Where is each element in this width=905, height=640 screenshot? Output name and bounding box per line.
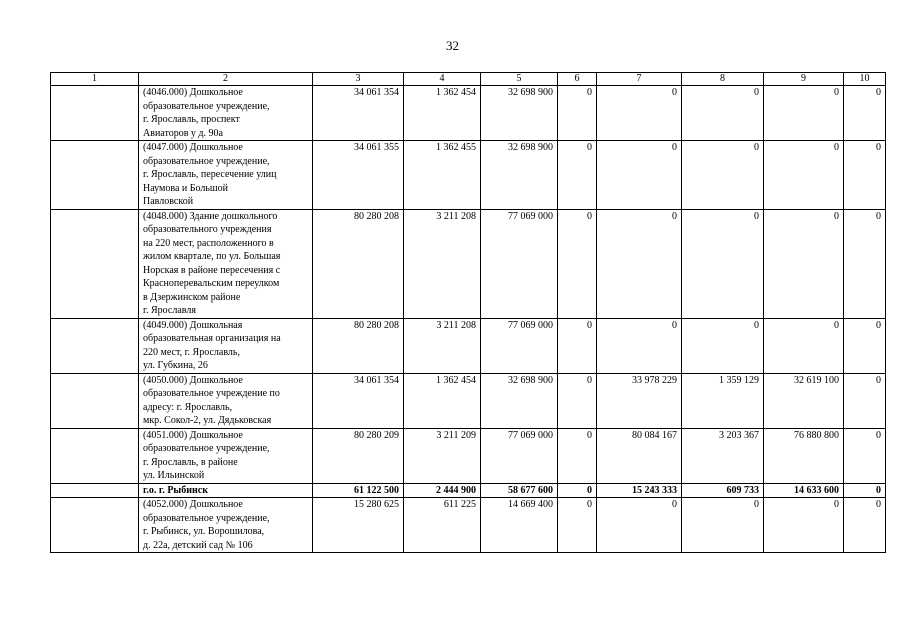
cell-object-name [139, 483, 313, 498]
object-name-line: (4050.000) Дошкольное [143, 374, 243, 386]
object-name-line: образовательное учреждение, [143, 155, 270, 167]
object-name-line: г. Ярославль, проспект [143, 114, 240, 125]
cell-value-c7: 33 978 229 [597, 373, 682, 428]
object-name-line: (4052.000) Дошкольное [143, 499, 243, 510]
object-name-line: Наумова и Большой [143, 182, 228, 194]
object-name-line: образовательное учреждение по [143, 388, 280, 399]
table-row [51, 209, 886, 318]
cell-object-name [139, 373, 313, 428]
subtotal-row [51, 483, 886, 498]
cell-value-c8: 609 733 [682, 483, 764, 498]
object-name-line: г.о. г. Рыбинск [143, 484, 208, 496]
cell-col1 [51, 209, 139, 318]
column-header: 1 [51, 73, 139, 86]
cell-col1 [51, 428, 139, 483]
cell-value-c3: 61 122 500 [313, 483, 404, 498]
object-name-line: (4046.000) Дошкольное [143, 87, 243, 98]
column-header: 5 [481, 73, 558, 86]
cell-value-c8: 1 359 129 [682, 373, 764, 428]
cell-value-c4: 1 362 455 [404, 141, 481, 210]
cell-object-name [139, 86, 313, 141]
column-header: 6 [558, 73, 597, 86]
cell-value-c5: 58 677 600 [481, 483, 558, 498]
column-header: 2 [139, 73, 313, 86]
object-name-line: в Дзержинском районе [143, 291, 241, 303]
cell-value-c9: 76 880 800 [764, 428, 844, 483]
column-header: 8 [682, 73, 764, 86]
cell-value-c8: 0 [682, 498, 764, 553]
cell-value-c5: 77 069 000 [481, 209, 558, 318]
cell-object-name [139, 428, 313, 483]
object-name-line: образовательное учреждение, [143, 443, 270, 454]
object-name-line: (4049.000) Дошкольная [143, 319, 243, 331]
cell-col1 [51, 498, 139, 553]
cell-value-c6: 0 [558, 209, 597, 318]
cell-value-c3: 34 061 354 [313, 86, 404, 141]
cell-value-c6: 0 [558, 428, 597, 483]
cell-object-name [139, 498, 313, 553]
cell-value-c4: 2 444 900 [404, 483, 481, 498]
object-name-line: образовательное учреждение, [143, 512, 270, 524]
cell-value-c10: 0 [844, 498, 886, 553]
object-name-line: г. Рыбинск, ул. Ворошилова, [143, 526, 265, 537]
cell-value-c3: 15 280 625 [313, 498, 404, 553]
cell-value-c6: 0 [558, 373, 597, 428]
cell-value-c9: 0 [764, 318, 844, 373]
object-name-line: г. Ярославль, пересечение улиц [143, 169, 277, 180]
cell-value-c5: 32 698 900 [481, 373, 558, 428]
budget-table [50, 72, 886, 553]
object-name-line: Норская в районе пересечения с [143, 264, 281, 276]
object-name-line: 220 мест, г. Ярославль, [143, 346, 240, 358]
object-name-line: Красноперевальским переулком [143, 278, 280, 289]
cell-value-c7: 80 084 167 [597, 428, 682, 483]
column-header: 7 [597, 73, 682, 86]
cell-value-c3: 80 280 209 [313, 428, 404, 483]
cell-value-c5: 32 698 900 [481, 141, 558, 210]
cell-value-c7: 0 [597, 209, 682, 318]
cell-value-c3: 34 061 355 [313, 141, 404, 210]
cell-value-c6: 0 [558, 498, 597, 553]
column-header: 3 [313, 73, 404, 86]
object-name-line: образовательная организация на [143, 333, 281, 344]
cell-value-c8: 3 203 367 [682, 428, 764, 483]
object-name-line: Павловской [143, 196, 194, 207]
cell-value-c6: 0 [558, 86, 597, 141]
cell-value-c3: 34 061 354 [313, 373, 404, 428]
column-header: 9 [764, 73, 844, 86]
header-row [51, 73, 886, 86]
cell-value-c7: 0 [597, 86, 682, 141]
cell-value-c7: 0 [597, 141, 682, 210]
cell-value-c5: 77 069 000 [481, 318, 558, 373]
column-header: 10 [844, 73, 886, 86]
cell-value-c4: 611 225 [404, 498, 481, 553]
cell-col1 [51, 86, 139, 141]
column-header: 4 [404, 73, 481, 86]
object-name-line: мкр. Сокол-2, ул. Дядьковская [143, 415, 272, 426]
cell-value-c5: 77 069 000 [481, 428, 558, 483]
cell-value-c9: 32 619 100 [764, 373, 844, 428]
table-row [51, 498, 886, 553]
object-name-line: ул. Губкина, 26 [143, 360, 208, 371]
cell-object-name [139, 141, 313, 210]
table-row [51, 141, 886, 210]
cell-value-c7: 15 243 333 [597, 483, 682, 498]
cell-value-c10: 0 [844, 86, 886, 141]
object-name-line: жилом квартале, по ул. Большая [143, 251, 281, 262]
cell-col1 [51, 373, 139, 428]
cell-col1 [51, 141, 139, 210]
cell-value-c9: 0 [764, 209, 844, 318]
object-name-line: д. 22а, детский сад № 106 [143, 539, 253, 551]
object-name-line: ул. Ильинской [143, 470, 205, 481]
object-name-line: г. Ярославля [143, 305, 196, 316]
cell-value-c6: 0 [558, 318, 597, 373]
table-row [51, 428, 886, 483]
cell-value-c10: 0 [844, 209, 886, 318]
cell-value-c9: 14 633 600 [764, 483, 844, 498]
object-name-line: на 220 мест, расположенного в [143, 237, 274, 249]
cell-value-c8: 0 [682, 86, 764, 141]
object-name-line: Авиаторов у д. 90а [143, 127, 223, 139]
table-row [51, 373, 886, 428]
cell-value-c9: 0 [764, 86, 844, 141]
table-row [51, 318, 886, 373]
cell-value-c9: 0 [764, 498, 844, 553]
cell-value-c10: 0 [844, 428, 886, 483]
cell-value-c10: 0 [844, 483, 886, 498]
cell-value-c6: 0 [558, 483, 597, 498]
cell-object-name [139, 209, 313, 318]
cell-value-c10: 0 [844, 141, 886, 210]
object-name-line: (4047.000) Дошкольное [143, 142, 243, 153]
cell-value-c3: 80 280 208 [313, 318, 404, 373]
table-body [51, 86, 886, 553]
cell-object-name [139, 318, 313, 373]
object-name-line: образовательное учреждение, [143, 100, 270, 112]
cell-value-c4: 3 211 208 [404, 209, 481, 318]
cell-value-c8: 0 [682, 141, 764, 210]
object-name-line: (4051.000) Дошкольное [143, 429, 243, 441]
cell-value-c8: 0 [682, 209, 764, 318]
cell-value-c7: 0 [597, 498, 682, 553]
cell-value-c3: 80 280 208 [313, 209, 404, 318]
cell-value-c6: 0 [558, 141, 597, 210]
cell-value-c5: 14 669 400 [481, 498, 558, 553]
object-name-line: образовательного учреждения [143, 224, 272, 235]
cell-value-c10: 0 [844, 318, 886, 373]
cell-value-c9: 0 [764, 141, 844, 210]
cell-col1 [51, 318, 139, 373]
cell-value-c4: 1 362 454 [404, 86, 481, 141]
cell-value-c4: 1 362 454 [404, 373, 481, 428]
page-number: 32 [446, 38, 459, 53]
object-name-line: г. Ярославль, в районе [143, 456, 238, 468]
table-row [51, 86, 886, 141]
cell-col1 [51, 483, 139, 498]
cell-value-c5: 32 698 900 [481, 86, 558, 141]
cell-value-c10: 0 [844, 373, 886, 428]
cell-value-c8: 0 [682, 318, 764, 373]
object-name-line: (4048.000) Здание дошкольного [143, 210, 278, 222]
cell-value-c4: 3 211 208 [404, 318, 481, 373]
cell-value-c7: 0 [597, 318, 682, 373]
cell-value-c4: 3 211 209 [404, 428, 481, 483]
object-name-line: адресу: г. Ярославль, [143, 401, 233, 413]
